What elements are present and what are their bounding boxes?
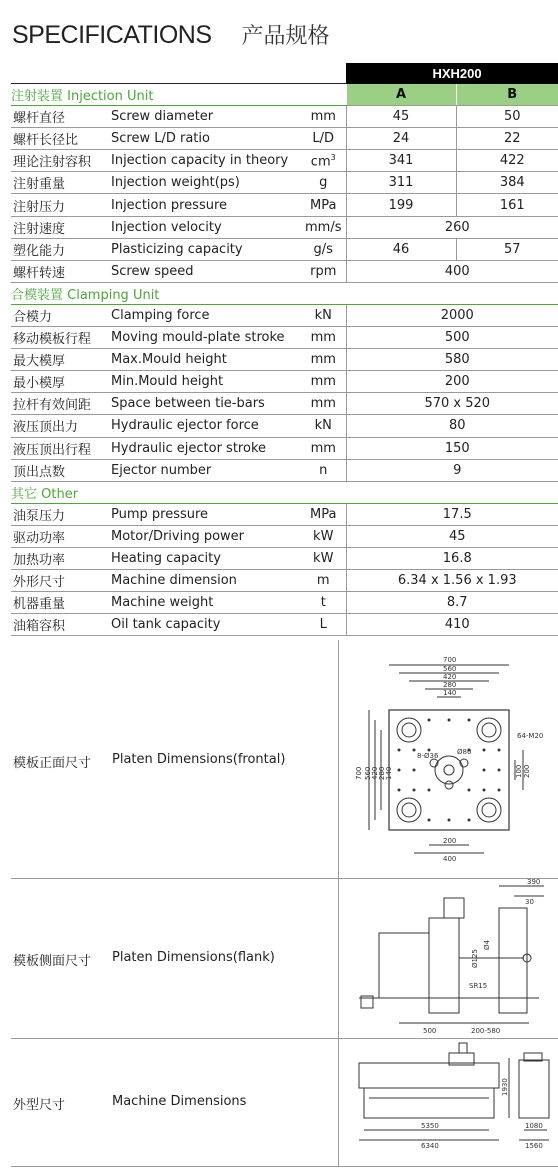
spec-row bbox=[11, 592, 558, 614]
spec-table bbox=[11, 63, 558, 636]
machine-dim-length: 6340 bbox=[421, 1142, 439, 1150]
frontal-dim-top-4: 140 bbox=[443, 689, 457, 697]
spec-name-zh: 最小模厚 bbox=[11, 371, 111, 393]
spec-value-ab: 400 bbox=[346, 260, 558, 282]
spec-value-ab: 80 bbox=[346, 415, 558, 437]
spec-value-b: 384 bbox=[456, 172, 558, 194]
spec-value-ab: 8.7 bbox=[346, 592, 558, 614]
model-name: HXH200 bbox=[346, 63, 558, 84]
spec-row bbox=[11, 260, 558, 282]
spec-row bbox=[11, 614, 558, 636]
spec-value-b: 422 bbox=[456, 150, 558, 172]
spec-row bbox=[11, 327, 558, 349]
spec-unit: mm bbox=[301, 327, 346, 349]
spec-name-en: Clamping force bbox=[111, 304, 301, 326]
drawing-row-frontal bbox=[11, 640, 558, 879]
spec-unit: mm bbox=[301, 393, 346, 415]
spec-name-en: Motor/Driving power bbox=[111, 525, 301, 547]
drawing-row-machine bbox=[11, 1038, 558, 1167]
spec-unit: mm bbox=[301, 106, 346, 128]
platen-frontal-drawing bbox=[338, 640, 558, 878]
spec-row bbox=[11, 393, 558, 415]
section-clamping-label: 合模装置 Clamping Unit bbox=[11, 282, 558, 304]
spec-unit: kW bbox=[301, 525, 346, 547]
spec-row bbox=[11, 371, 558, 393]
flank-dim-bottom1: 500 bbox=[423, 1027, 437, 1035]
machine-dim-height: 1930 bbox=[501, 1078, 509, 1096]
spec-name-zh: 塑化能力 bbox=[11, 238, 111, 260]
spec-name-en: Screw speed bbox=[111, 260, 301, 282]
spec-name-zh: 注射重量 bbox=[11, 172, 111, 194]
spec-name-en: Space between tie-bars bbox=[111, 393, 301, 415]
spec-name-en: Max.Mould height bbox=[111, 349, 301, 371]
spec-row bbox=[11, 238, 558, 260]
spec-row bbox=[11, 570, 558, 592]
section-injection-label: 注射装置 Injection Unit bbox=[11, 84, 346, 106]
frontal-dim-top-3: 280 bbox=[443, 681, 457, 689]
spec-name-en: Plasticizing capacity bbox=[111, 238, 301, 260]
spec-unit: kN bbox=[301, 415, 346, 437]
spec-name-en: Injection velocity bbox=[111, 216, 301, 238]
drawing-label-en: Machine Dimensions bbox=[112, 1094, 247, 1109]
flank-dim-dia: Ø125 bbox=[471, 949, 479, 968]
spec-unit: g bbox=[301, 172, 346, 194]
spec-value-ab: 16.8 bbox=[346, 547, 558, 569]
spec-name-en: Injection capacity in theory bbox=[111, 150, 301, 172]
spec-value-ab: 2000 bbox=[346, 304, 558, 326]
spec-name-en: Screw L/D ratio bbox=[111, 128, 301, 150]
spec-name-en: Ejector number bbox=[111, 459, 301, 481]
spec-name-zh: 最大模厚 bbox=[11, 349, 111, 371]
spec-name-zh: 液压顶出力 bbox=[11, 415, 111, 437]
frontal-dim-left-0: 700 bbox=[355, 766, 363, 780]
drawing-label-en: Platen Dimensions(frontal) bbox=[112, 752, 286, 767]
frontal-dim-top-0: 700 bbox=[443, 656, 457, 664]
spec-value-ab: 260 bbox=[346, 216, 558, 238]
spec-value-b: 22 bbox=[456, 128, 558, 150]
spec-row bbox=[11, 172, 558, 194]
flank-dim-top2: 30 bbox=[525, 898, 534, 906]
spec-name-en: Injection weight(ps) bbox=[111, 172, 301, 194]
spec-name-en: Oil tank capacity bbox=[111, 614, 301, 636]
frontal-holes-label: 8-Ø36 bbox=[417, 752, 439, 760]
spec-row bbox=[11, 150, 558, 172]
spec-unit: L/D bbox=[301, 128, 346, 150]
spec-name-en: Machine weight bbox=[111, 592, 301, 614]
spec-name-zh: 驱动功率 bbox=[11, 525, 111, 547]
page-title-zh: 产品规格 bbox=[241, 24, 330, 49]
unit-base: cm bbox=[310, 153, 331, 169]
spec-unit: n bbox=[301, 459, 346, 481]
spec-value-ab: 45 bbox=[346, 525, 558, 547]
spec-row bbox=[11, 437, 558, 459]
spec-name-en: Machine dimension bbox=[111, 570, 301, 592]
spec-name-zh: 合模力 bbox=[11, 304, 111, 326]
spec-name-en: Moving mould-plate stroke bbox=[111, 327, 301, 349]
section-other-label: 其它 Other bbox=[11, 481, 558, 503]
spec-unit: m bbox=[301, 570, 346, 592]
spec-unit: mm bbox=[301, 437, 346, 459]
spec-name-zh: 油泵压力 bbox=[11, 503, 111, 525]
spec-value-a: 45 bbox=[346, 106, 456, 128]
frontal-dim-left-3: 280 bbox=[378, 766, 386, 780]
drawing-row-flank bbox=[11, 878, 558, 1039]
spec-unit: kW bbox=[301, 547, 346, 569]
frontal-dim-bottom-0: 200 bbox=[443, 837, 457, 845]
spec-name-zh: 移动模板行程 bbox=[11, 327, 111, 349]
spec-name-en: Screw diameter bbox=[111, 106, 301, 128]
spec-name-zh: 理论注射容积 bbox=[11, 150, 111, 172]
spec-unit: g/s bbox=[301, 238, 346, 260]
flank-dim-small: Ø4 bbox=[483, 940, 491, 950]
spec-row bbox=[11, 349, 558, 371]
flank-dim-bottom2: 200-580 bbox=[471, 1027, 501, 1035]
frontal-dim-right-0: 100 bbox=[515, 764, 523, 778]
spec-unit: kN bbox=[301, 304, 346, 326]
section-other bbox=[11, 481, 558, 503]
model-row bbox=[11, 63, 558, 84]
spec-name-en: Heating capacity bbox=[111, 547, 301, 569]
machine-dim-length-inner: 5350 bbox=[421, 1122, 439, 1130]
unit-superscript: 3 bbox=[330, 152, 336, 162]
spec-name-en: Injection pressure bbox=[111, 194, 301, 216]
page-header bbox=[12, 10, 330, 50]
section-injection bbox=[11, 84, 558, 106]
spec-unit: mm bbox=[301, 349, 346, 371]
spec-value-a: 199 bbox=[346, 194, 456, 216]
col-b-header: B bbox=[456, 84, 558, 106]
spec-value-ab: 17.5 bbox=[346, 503, 558, 525]
spec-value-ab: 9 bbox=[346, 459, 558, 481]
frontal-dim-left-2: 420 bbox=[371, 766, 379, 780]
spec-name-en: Hydraulic ejector stroke bbox=[111, 437, 301, 459]
frontal-dim-left-4: 140 bbox=[385, 766, 393, 780]
spec-unit bbox=[301, 150, 346, 172]
spec-unit: L bbox=[301, 614, 346, 636]
page-title-en: SPECIFICATIONS bbox=[12, 21, 212, 49]
spec-value-a: 311 bbox=[346, 172, 456, 194]
spec-name-en: Min.Mould height bbox=[111, 371, 301, 393]
spec-value-b: 161 bbox=[456, 194, 558, 216]
spec-name-zh: 注射速度 bbox=[11, 216, 111, 238]
frontal-dim-bottom-1: 400 bbox=[443, 855, 457, 863]
spec-value-b: 50 bbox=[456, 106, 558, 128]
spec-unit: mm/s bbox=[301, 216, 346, 238]
col-a-header: A bbox=[346, 84, 456, 106]
spec-unit: t bbox=[301, 592, 346, 614]
frontal-dim-right-1: 200 bbox=[523, 764, 531, 778]
spec-unit: rpm bbox=[301, 260, 346, 282]
spec-row bbox=[11, 547, 558, 569]
spec-name-en: Hydraulic ejector force bbox=[111, 415, 301, 437]
spec-value-ab: 500 bbox=[346, 327, 558, 349]
spec-name-zh: 机器重量 bbox=[11, 592, 111, 614]
machine-dim-width: 1560 bbox=[525, 1142, 543, 1150]
frontal-center-label: Ø80 bbox=[457, 748, 472, 756]
spec-value-b: 57 bbox=[456, 238, 558, 260]
spec-row bbox=[11, 503, 558, 525]
frontal-dim-top-1: 560 bbox=[443, 665, 457, 673]
drawing-label-zh: 模板正面尺寸 bbox=[13, 756, 92, 771]
spec-value-ab: 410 bbox=[346, 614, 558, 636]
spec-value-ab: 6.34 x 1.56 x 1.93 bbox=[346, 570, 558, 592]
machine-dim-width-inner: 1080 bbox=[525, 1122, 543, 1130]
spec-value-a: 46 bbox=[346, 238, 456, 260]
machine-dimensions-drawing bbox=[338, 1038, 558, 1166]
frontal-dim-left-1: 560 bbox=[364, 766, 372, 780]
spec-row bbox=[11, 459, 558, 481]
spec-row bbox=[11, 304, 558, 326]
spec-name-zh: 外形尺寸 bbox=[11, 570, 111, 592]
spec-unit: mm bbox=[301, 371, 346, 393]
spec-row bbox=[11, 216, 558, 238]
drawing-label-en: Platen Dimensions(flank) bbox=[112, 950, 275, 965]
spec-name-zh: 油箱容积 bbox=[11, 614, 111, 636]
spec-value-a: 24 bbox=[346, 128, 456, 150]
spec-name-zh: 加热功率 bbox=[11, 547, 111, 569]
spec-name-en: Pump pressure bbox=[111, 503, 301, 525]
spec-name-zh: 注射压力 bbox=[11, 194, 111, 216]
flank-dim-radius: SR15 bbox=[469, 982, 488, 990]
spec-value-ab: 150 bbox=[346, 437, 558, 459]
frontal-thread-label: 64-M20 bbox=[517, 732, 544, 740]
spec-value-a: 341 bbox=[346, 150, 456, 172]
spec-row bbox=[11, 194, 558, 216]
spec-unit: MPa bbox=[301, 194, 346, 216]
spec-name-zh: 螺杆转速 bbox=[11, 260, 111, 282]
frontal-dim-top-2: 420 bbox=[443, 673, 457, 681]
section-clamping bbox=[11, 282, 558, 304]
spec-name-zh: 顶出点数 bbox=[11, 459, 111, 481]
spec-name-zh: 螺杆长径比 bbox=[11, 128, 111, 150]
spec-value-ab: 570 x 520 bbox=[346, 393, 558, 415]
platen-flank-drawing bbox=[338, 878, 558, 1038]
spec-unit: MPa bbox=[301, 503, 346, 525]
spec-row bbox=[11, 525, 558, 547]
spec-name-zh: 拉杆有效间距 bbox=[11, 393, 111, 415]
spec-value-ab: 580 bbox=[346, 349, 558, 371]
spec-value-ab: 200 bbox=[346, 371, 558, 393]
spec-name-zh: 液压顶出行程 bbox=[11, 437, 111, 459]
spec-row bbox=[11, 415, 558, 437]
drawing-label-zh: 外型尺寸 bbox=[13, 1098, 66, 1113]
spec-row bbox=[11, 106, 558, 128]
spec-name-zh: 螺杆直径 bbox=[11, 106, 111, 128]
spec-row bbox=[11, 128, 558, 150]
flank-dim-top1: 390 bbox=[527, 878, 541, 886]
drawing-label-zh: 模板侧面尺寸 bbox=[13, 954, 92, 969]
